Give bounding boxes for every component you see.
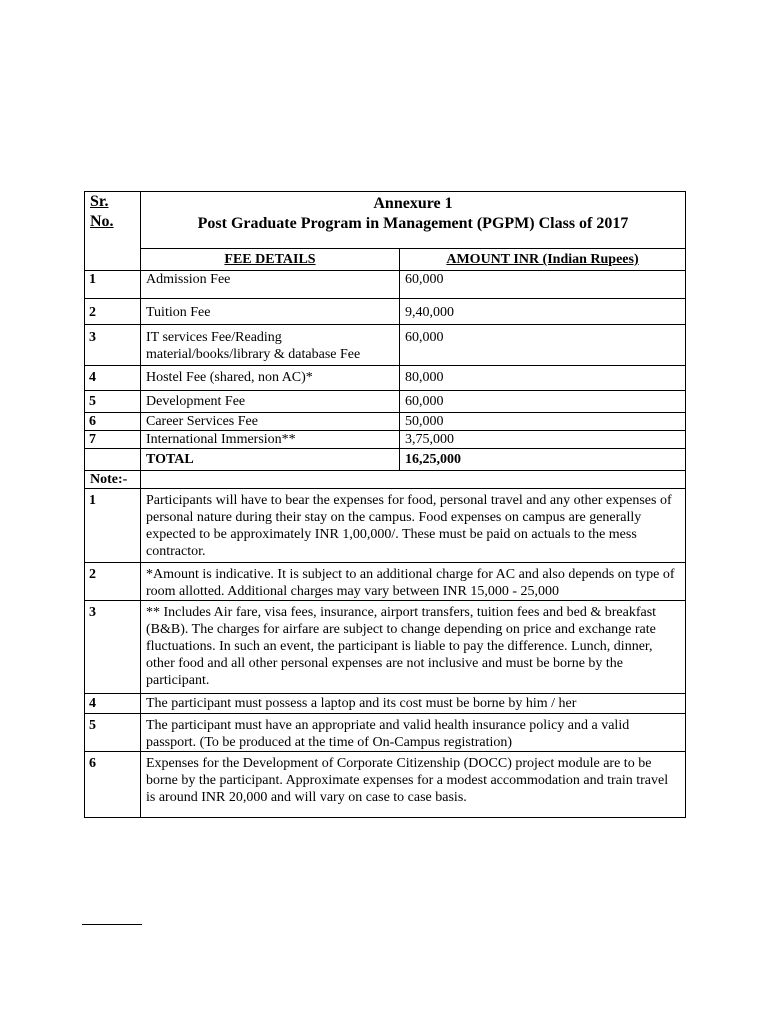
sr-no-heading: [85, 192, 141, 271]
fee-amount: 50,000: [400, 413, 686, 431]
fee-row: [85, 299, 686, 325]
note-row: [85, 714, 686, 752]
note-text: *Amount is indicative. It is subject to an additional charge for AC and also depends on type of room allotted. Additional charges may vary between INR 15,000 - 25,000: [141, 563, 686, 601]
note-text: The participant must have an appropriate and valid health insurance policy and a valid passport. (To be produced at the time of On-Campus registration): [141, 714, 686, 752]
fee-label: Tuition Fee: [141, 299, 400, 325]
fee-row: [85, 271, 686, 299]
fee-label: Career Services Fee: [141, 413, 400, 431]
amount-heading: AMOUNT INR (Indian Rupees): [400, 249, 686, 271]
annexure-title: Annexure 1: [373, 195, 453, 212]
fee-label: Development Fee: [141, 391, 400, 413]
fee-table: [84, 191, 686, 818]
note-row: [85, 489, 686, 563]
fee-amount: 60,000: [400, 391, 686, 413]
column-header-row: [85, 249, 686, 271]
notes-heading-row: [85, 471, 686, 489]
fee-amount: 9,40,000: [400, 299, 686, 325]
header-row: [85, 192, 686, 249]
note-no: 1: [85, 489, 141, 563]
note-no: 6: [85, 752, 141, 818]
fee-row-no: 6: [85, 413, 141, 431]
fee-amount: 3,75,000: [400, 431, 686, 449]
fee-label: Admission Fee: [141, 271, 400, 299]
sr-no-line1: Sr.: [90, 193, 109, 210]
fee-label: International Immersion**: [141, 431, 400, 449]
fee-row: [85, 391, 686, 413]
total-label: TOTAL: [141, 449, 400, 471]
note-row: [85, 601, 686, 694]
fee-amount: 60,000: [400, 325, 686, 366]
fee-row: [85, 325, 686, 366]
fee-amount: 80,000: [400, 366, 686, 391]
fee-row-no: 7: [85, 431, 141, 449]
total-amount: 16,25,000: [400, 449, 686, 471]
fee-label: Hostel Fee (shared, non AC)*: [141, 366, 400, 391]
notes-heading: Note:-: [85, 471, 141, 489]
note-no: 2: [85, 563, 141, 601]
fee-row: [85, 366, 686, 391]
fee-row-no: 4: [85, 366, 141, 391]
note-no: 5: [85, 714, 141, 752]
note-row: [85, 752, 686, 818]
title-cell: [141, 192, 686, 249]
total-row-no: [85, 449, 141, 471]
note-text: ** Includes Air fare, visa fees, insurance, airport transfers, tuition fees and bed & breakfast (B&B). The charges for airfare are subject to change depending on price and exchange rate fluctuations. In such an event, the participant is liable to pay the difference. Lunch, dinner, other food and all other personal expenses are not inclusive and must be borne by the participant.: [141, 601, 686, 694]
note-text: The participant must possess a laptop and its cost must be borne by him / her: [141, 694, 686, 714]
note-text: Expenses for the Development of Corporate Citizenship (DOCC) project module are to be borne by the participant. Approximate expenses for a modest accommodation and train travel is around INR 20,000 and will vary on case to case basis.: [141, 752, 686, 818]
fee-amount: 60,000: [400, 271, 686, 299]
fee-row: [85, 431, 686, 449]
note-no: 3: [85, 601, 141, 694]
fee-row-no: 1: [85, 271, 141, 299]
fee-row-no: 3: [85, 325, 141, 366]
total-row: [85, 449, 686, 471]
sr-no-line2: No.: [90, 213, 114, 230]
note-row: [85, 694, 686, 714]
fee-details-heading: FEE DETAILS: [141, 249, 400, 271]
notes-heading-spacer: [141, 471, 686, 489]
note-row: [85, 563, 686, 601]
note-no: 4: [85, 694, 141, 714]
note-text: Participants will have to bear the expenses for food, personal travel and any other expenses of personal nature during their stay on the campus. Food expenses on campus are generally expected to be approximately INR 1,00,000/. These must be paid on actuals to the mess contractor.: [141, 489, 686, 563]
footnote-separator: [82, 924, 142, 925]
fee-row-no: 5: [85, 391, 141, 413]
program-title: Post Graduate Program in Management (PGPM) Class of 2017: [197, 215, 629, 232]
fee-row-no: 2: [85, 299, 141, 325]
fee-row: [85, 413, 686, 431]
fee-label: IT services Fee/Reading material/books/library & database Fee: [141, 325, 400, 366]
